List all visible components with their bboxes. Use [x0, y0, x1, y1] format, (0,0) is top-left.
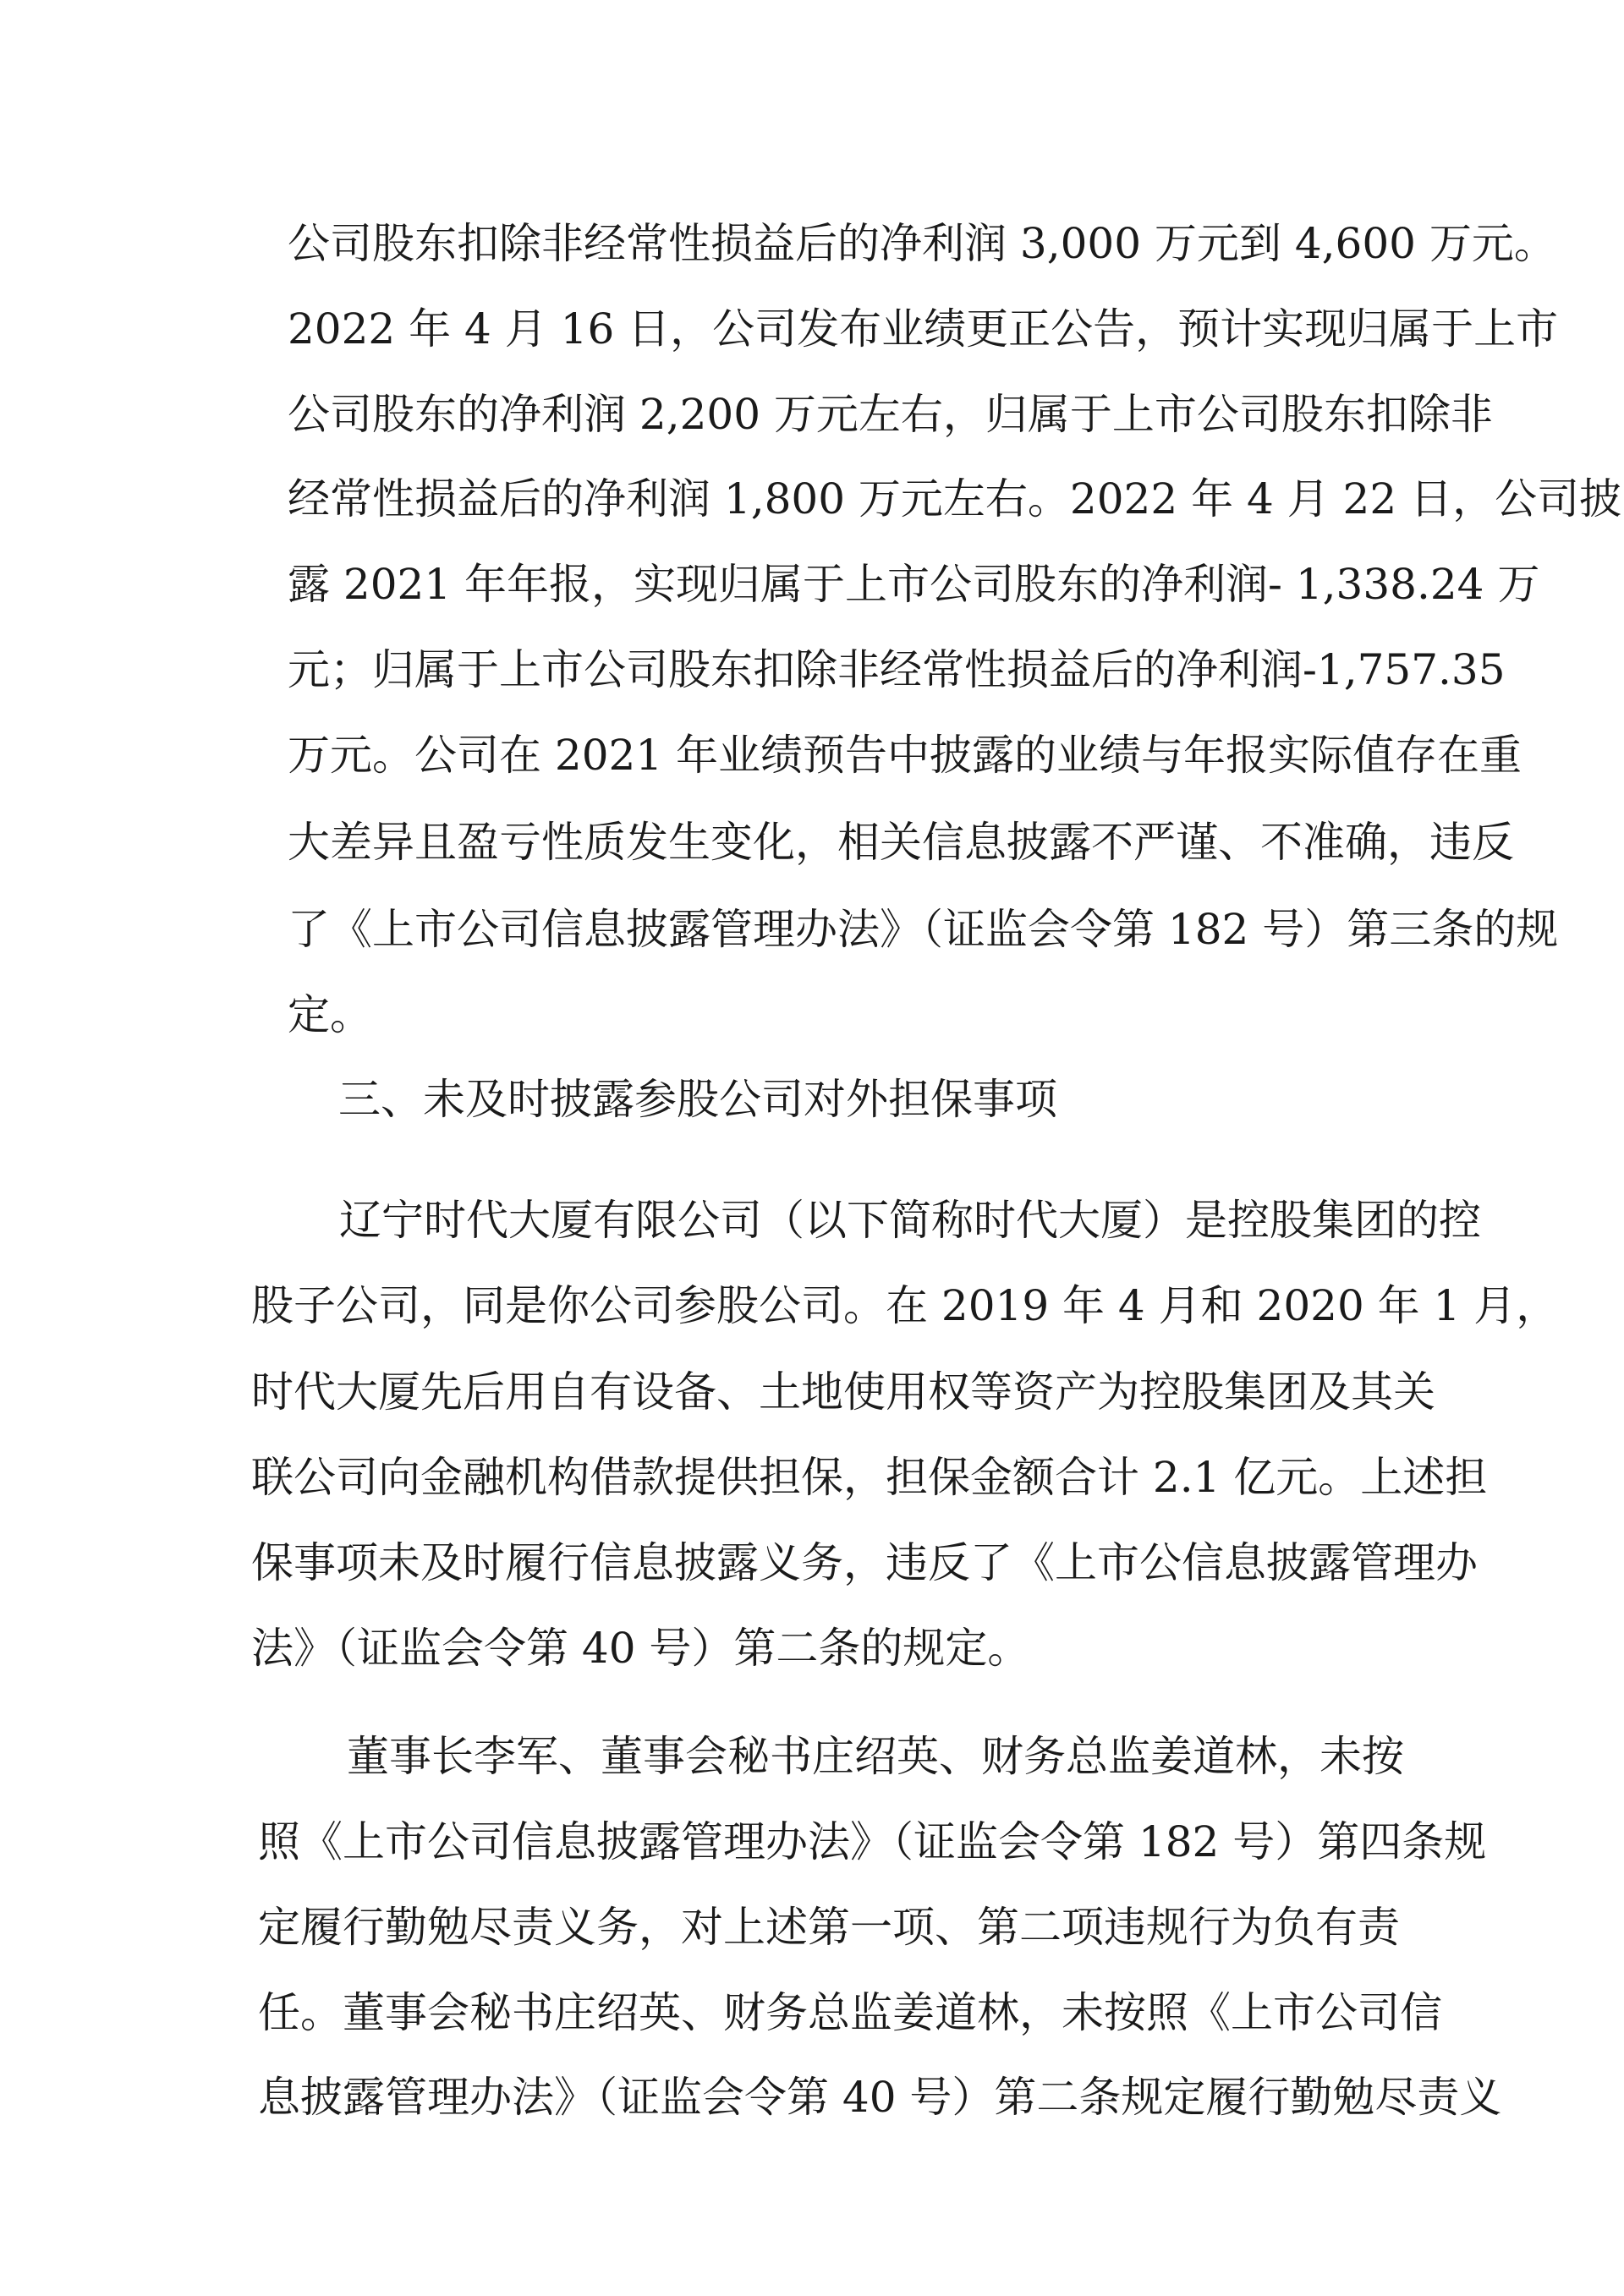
- text-line: 经常性损益后的净利润 1,800 万元左右。2022 年 4 月 22 日，公司披: [288, 474, 1622, 523]
- text-line: 息披露管理办法》（证监会令第 40 号）第二条规定履行勤勉尽责义: [258, 2073, 1502, 2122]
- text-line: 元；归属于上市公司股东扣除非经常性损益后的净利润-1,757.35: [288, 645, 1506, 694]
- text-line: 2022 年 4 月 16 日，公司发布业绩更正公告，预计实现归属于上市: [288, 304, 1559, 353]
- text-line: 时代大厦先后用自有设备、土地使用权等资产为控股集团及其关: [251, 1367, 1435, 1417]
- text-line: 公司股东扣除非经常性损益后的净利润 3,000 万元到 4,600 万元。: [288, 219, 1556, 268]
- section-heading: 三、未及时披露参股公司对外担保事项: [338, 1075, 1057, 1124]
- text-line: 公司股东的净利润 2,200 万元左右，归属于上市公司股东扣除非: [288, 390, 1493, 439]
- text-line: 定履行勤勉尽责义务，对上述第一项、第二项违规行为负有责: [258, 1903, 1400, 1952]
- text-line: 联公司向金融机构借款提供担保，担保金额合计 2.1 亿元。上述担: [251, 1453, 1488, 1502]
- text-line: 露 2021 年年报，实现归属于上市公司股东的净利润- 1,338.24 万: [288, 560, 1540, 609]
- text-line: 股子公司，同是你公司参股公司。在 2019 年 4 月和 2020 年 1 月，: [251, 1281, 1559, 1330]
- text-line: 定。: [288, 990, 372, 1039]
- text-line: 保事项未及时履行信息披露义务，违反了《上市公信息披露管理办: [251, 1538, 1478, 1587]
- text-line: 万元。公司在 2021 年业绩预告中披露的业绩与年报实际值存在重: [288, 731, 1522, 780]
- text-line: 大差异且盈亏性质发生变化，相关信息披露不严谨、不准确，违反: [288, 818, 1514, 867]
- text-line: 辽宁时代大厦有限公司（以下简称时代大厦）是控股集团的控: [339, 1196, 1481, 1245]
- text-line: 董事长李军、董事会秘书庄绍英、财务总监姜道林，未按: [347, 1732, 1404, 1781]
- text-line: 照《上市公司信息披露管理办法》（证监会令第 182 号）第四条规: [258, 1817, 1487, 1866]
- text-line: 任。董事会秘书庄绍英、财务总监姜道林，未按照《上市公司信: [258, 1988, 1442, 2037]
- text-line: 了《上市公司信息披露管理办法》（证监会令第 182 号）第三条的规: [288, 905, 1559, 954]
- text-line: 法》（证监会令第 40 号）第二条的规定。: [251, 1624, 1030, 1673]
